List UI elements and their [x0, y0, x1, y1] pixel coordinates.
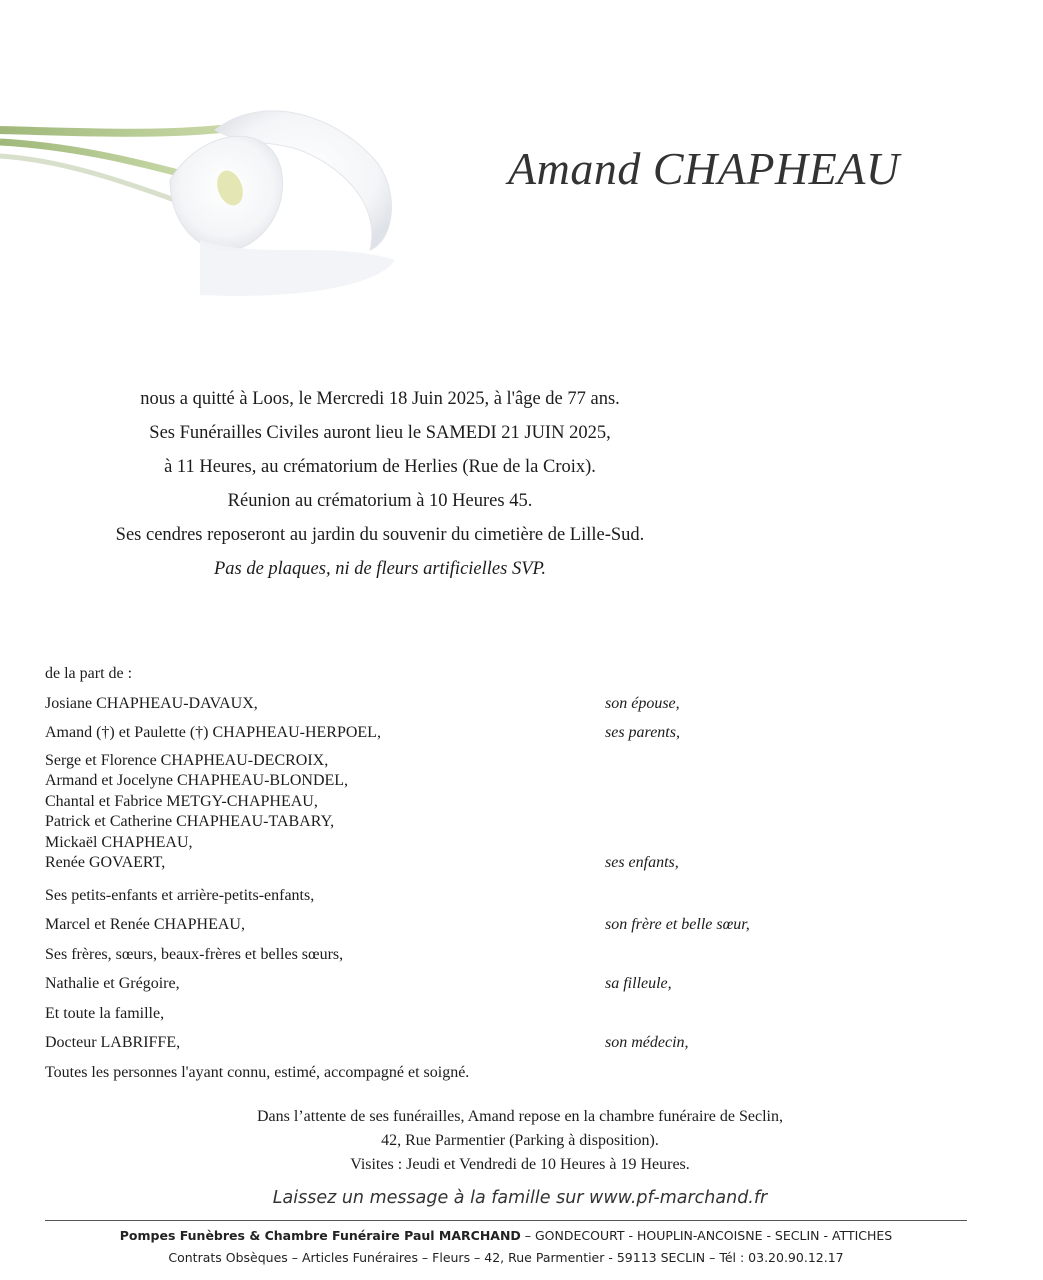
announcement-line: Ses Funérailles Civiles auront lieu le SAMEDI 21 JUIN 2025, — [149, 423, 611, 443]
family-member: Mickaël CHAPHEAU, — [45, 833, 193, 851]
family-row — [45, 1059, 805, 1089]
family-row — [45, 853, 805, 874]
company-name: Pompes Funèbres & Chambre Funéraire Paul MARCHAND — [119, 1228, 521, 1243]
family-member: Amand (†) et Paulette (†) CHAPHEAU-HERPOEL, — [45, 724, 381, 741]
announcement-line: Réunion au crématorium à 10 Heures 45. — [227, 491, 533, 511]
footer-divider — [45, 1220, 967, 1221]
family-row — [45, 911, 805, 941]
family-member: Armand et Jocelyne CHAPHEAU-BLONDEL, — [45, 772, 349, 789]
family-relation: son médecin, — [605, 1034, 689, 1051]
family-row — [45, 1029, 805, 1059]
family-member: Et toute la famille, — [45, 1004, 165, 1022]
family-row — [45, 970, 805, 1000]
announcement-line: à 11 Heures, au crématorium de Herlies (Rue de la Croix). — [164, 457, 596, 477]
family-list — [45, 660, 805, 1088]
footer — [45, 1225, 967, 1269]
family-row — [45, 751, 805, 772]
family-row — [45, 771, 805, 792]
family-relation: ses parents, — [605, 724, 680, 741]
announcement — [70, 384, 690, 588]
family-relation: son frère et belle sœur, — [605, 916, 750, 933]
family-member: Nathalie et Grégoire, — [45, 975, 180, 992]
family-row — [45, 833, 805, 854]
family-row — [45, 812, 805, 833]
family-member: Josiane CHAPHEAU-DAVAUX, — [45, 694, 258, 712]
family-row — [45, 941, 805, 971]
family-relation: sa filleule, — [605, 975, 672, 992]
family-row — [45, 882, 805, 912]
family-intro — [45, 660, 805, 690]
family-member: Patrick et Catherine CHAPHEAU-TABARY, — [45, 813, 335, 830]
company-towns: – GONDECOURT - HOUPLIN-ANCOISNE - SECLIN - ATTICHES — [520, 1228, 893, 1243]
family-row — [45, 1000, 805, 1030]
family-member: Marcel et Renée CHAPHEAU, — [45, 916, 245, 933]
family-row — [45, 719, 805, 749]
footer-line-company — [45, 1225, 967, 1247]
announcement-line: Ses cendres reposeront au jardin du souvenir du cimetière de Lille-Sud. — [115, 525, 645, 545]
closing-notice — [140, 1105, 900, 1213]
family-member: Ses frères, sœurs, beaux-frères et belles sœurs, — [45, 945, 344, 963]
message-link[interactable]: Laissez un message à la famille sur www.pf-marchand.fr — [272, 1188, 768, 1208]
family-member: Ses petits-enfants et arrière-petits-enfants, — [45, 886, 315, 904]
family-row — [45, 792, 805, 813]
family-intro-text: de la part de : — [45, 665, 133, 682]
portrait-photo — [734, 345, 950, 605]
closing-line: 42, Rue Parmentier (Parking à disposition). — [381, 1132, 659, 1149]
closing-line: Dans l’attente de ses funérailles, Amand repose en la chambre funéraire de Seclin, — [256, 1108, 783, 1125]
announcement-note: Pas de plaques, ni de fleurs artificielles SVP. — [213, 559, 547, 579]
family-relation: ses enfants, — [605, 854, 679, 871]
family-row — [45, 690, 805, 720]
family-member: Serge et Florence CHAPHEAU-DECROIX, — [45, 751, 329, 769]
family-relation: son épouse, — [605, 694, 680, 712]
announcement-line: nous a quitté à Loos, le Mercredi 18 Juin 2025, à l'âge de 77 ans. — [140, 389, 620, 409]
family-member: Chantal et Fabrice METGY-CHAPHEAU, — [45, 792, 318, 810]
closing-line: Visites : Jeudi et Vendredi de 10 Heures à 19 Heures. — [350, 1156, 690, 1173]
family-member: Renée GOVAERT, — [45, 854, 166, 871]
deceased-name: Amand CHAPHEAU — [508, 143, 900, 194]
footer-services: Contrats Obsèques – Articles Funéraires – Fleurs – 42, Rue Parmentier - 59113 SECLIN – Tél : 03.20.90.12.17 — [168, 1250, 844, 1265]
family-member: Toutes les personnes l'ayant connu, estimé, accompagné et soigné. — [45, 1063, 470, 1081]
calla-lily-image — [0, 90, 410, 300]
family-member: Docteur LABRIFFE, — [45, 1034, 181, 1051]
